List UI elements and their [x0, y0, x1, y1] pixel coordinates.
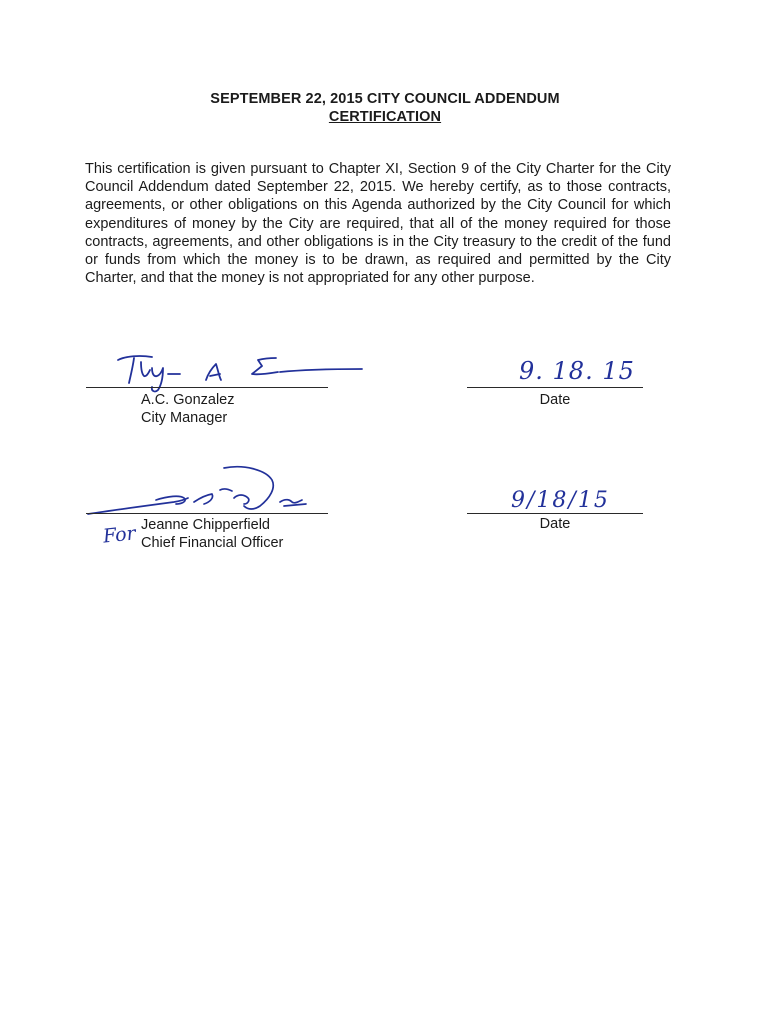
document-subtitle: CERTIFICATION — [328, 109, 442, 125]
cfo-signature-line — [86, 513, 328, 514]
cfo-date-label: Date — [539, 516, 571, 532]
city-manager-signature — [100, 346, 370, 396]
city-manager-handwritten-date: 9. 18. 15 — [519, 357, 635, 385]
cfo-handwritten-date: 9/18/15 — [511, 488, 610, 513]
document-title: SEPTEMBER 22, 2015 CITY COUNCIL ADDENDUM — [210, 91, 560, 107]
city-manager-title: City Manager — [141, 410, 228, 426]
cfo-for-annotation: For — [101, 522, 137, 548]
cfo-title: Chief Financial Officer — [141, 535, 284, 551]
certification-paragraph: This certification is given pursuant to Chapter XI, Section 9 of the City Charter for the City Council Addendum dated September 22, 2015. We hereby certify, as to those contracts, agreements, or other obligations on this Agenda authorized by the City Council for which expenditures of money by the City are required, that all of the money required for those contracts, agreements, and other obligations is in the City treasury to the credit of the fund or funds from which the money is to be drawn, as required and permitted by the City Charter, and that the money is not appropriated for any other purpose. — [85, 161, 671, 287]
city-manager-date-label: Date — [539, 392, 571, 408]
cfo-date-line — [467, 513, 643, 514]
cfo-name: Jeanne Chipperfield — [141, 517, 270, 533]
city-manager-signature-line — [86, 387, 328, 388]
city-manager-date-line — [467, 387, 643, 388]
city-manager-name: A.C. Gonzalez — [141, 392, 235, 408]
